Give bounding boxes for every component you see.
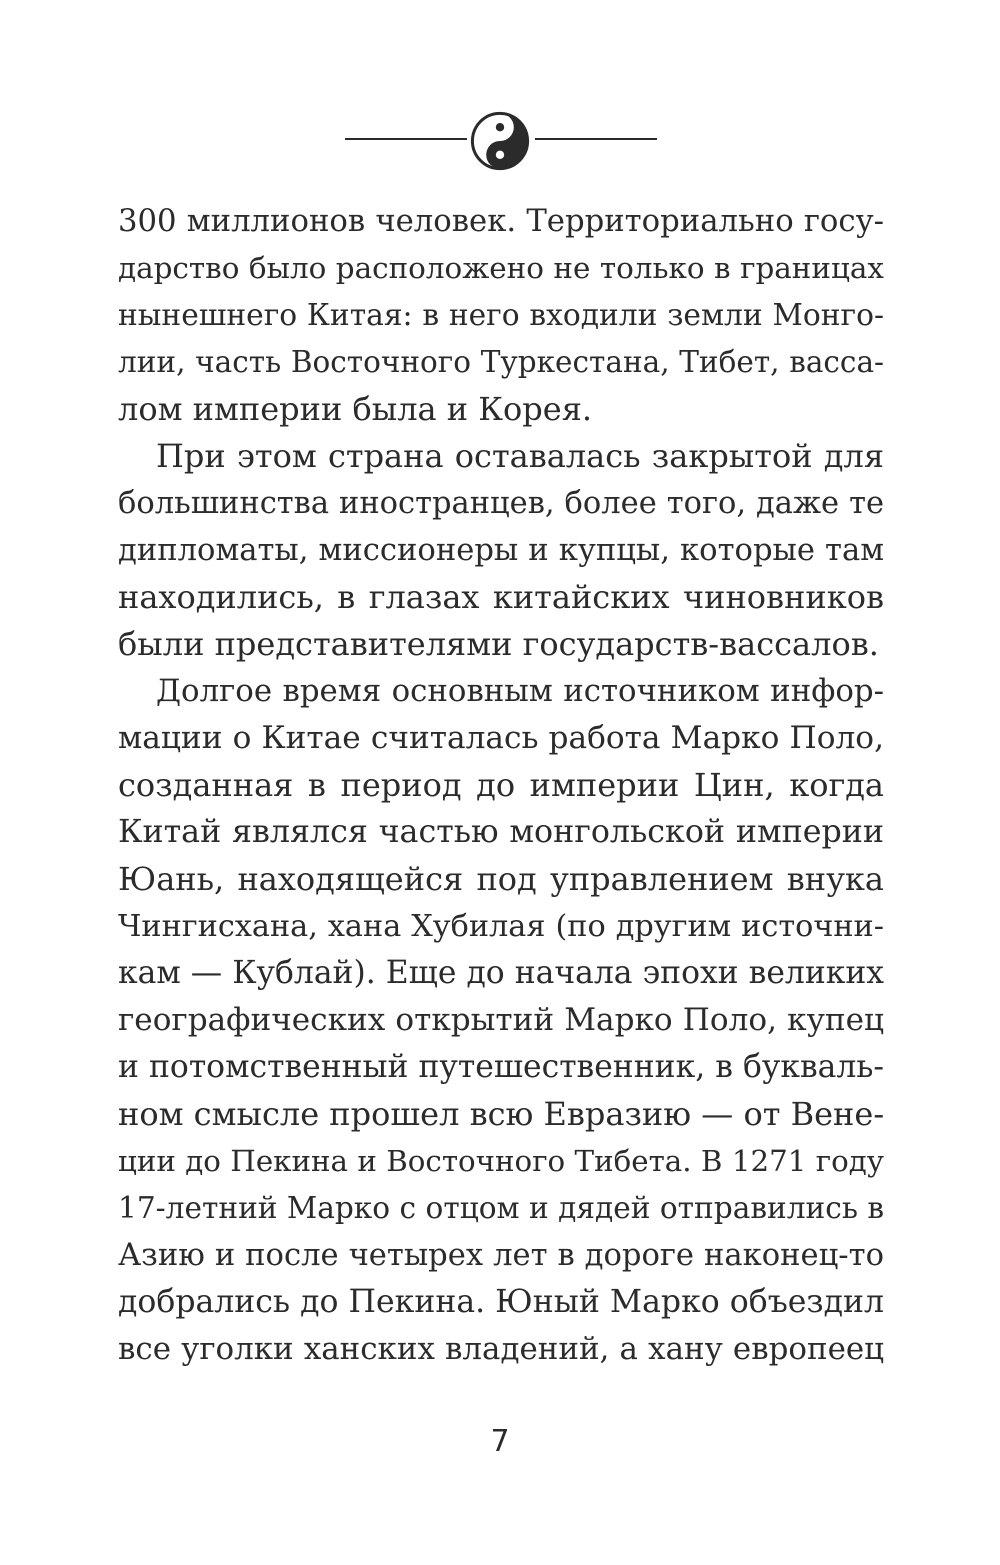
text-line: созданная в период до империи Цин, когда: [118, 766, 884, 804]
text-line: большинства иностранцев, более того, даже те: [118, 486, 884, 521]
text-line: географических открытий Марко Поло, купец: [118, 1002, 884, 1038]
paragraph: [118, 668, 884, 1373]
body-text: [118, 198, 884, 1373]
page-number: 7: [490, 1424, 510, 1459]
paragraph: [118, 433, 884, 668]
ornament-line-right: [535, 138, 657, 140]
text-line: кам — Кублай). Еще до начала эпохи великих: [118, 955, 884, 991]
ornament-line-left: [345, 138, 467, 140]
text-line: 17-летний Марко с отцом и дядей отправились в: [118, 1191, 885, 1225]
paragraph: [118, 198, 884, 433]
header-ornament: [0, 108, 1000, 170]
text-line: находились, в глазах китайских чиновников: [118, 578, 884, 616]
text-line: лом империи была и Корея.: [118, 390, 593, 428]
text-line: Азию и после четырех лет в дороге наконец-то: [118, 1238, 884, 1273]
text-line: Китай являлся частью монгольской империи: [118, 814, 884, 850]
text-line: дипломаты, миссионеры и купцы, которые там: [118, 533, 884, 568]
text-line: лии, часть Восточного Туркестана, Тибет, васса-: [118, 345, 884, 379]
text-line: 300 миллионов человек. Территориально госу-: [118, 204, 884, 239]
text-line: Чингисхана, хана Хубилая (по другим источни-: [118, 909, 884, 944]
text-line: добрались до Пекина. Юный Марко объездил: [118, 1284, 884, 1320]
text-line: Долгое время основным источником инфор-: [156, 673, 884, 709]
text-line: дарство было расположено не только в границах: [118, 251, 884, 285]
text-line: Юань, находящейся под управлением внука: [118, 860, 884, 898]
text-line: ции до Пекина и Восточного Тибета. В 1271 году: [118, 1144, 884, 1178]
text-line: все уголки ханских владений, а хану европеец: [118, 1331, 884, 1367]
text-line: мации о Китае считалась работа Марко Поло,: [118, 720, 884, 756]
text-line: и потомственный путешественник, в букваль-: [118, 1049, 884, 1085]
text-line: ном смысле прошел всю Евразию — от Вене-: [118, 1095, 885, 1133]
yin-yang-icon: [470, 111, 530, 171]
text-line: нынешнего Китая: в него входили земли Монго-: [118, 298, 884, 333]
text-line: были представителями государств-вассалов.: [118, 625, 879, 663]
text-line: При этом страна оставалась закрытой для: [156, 437, 884, 475]
